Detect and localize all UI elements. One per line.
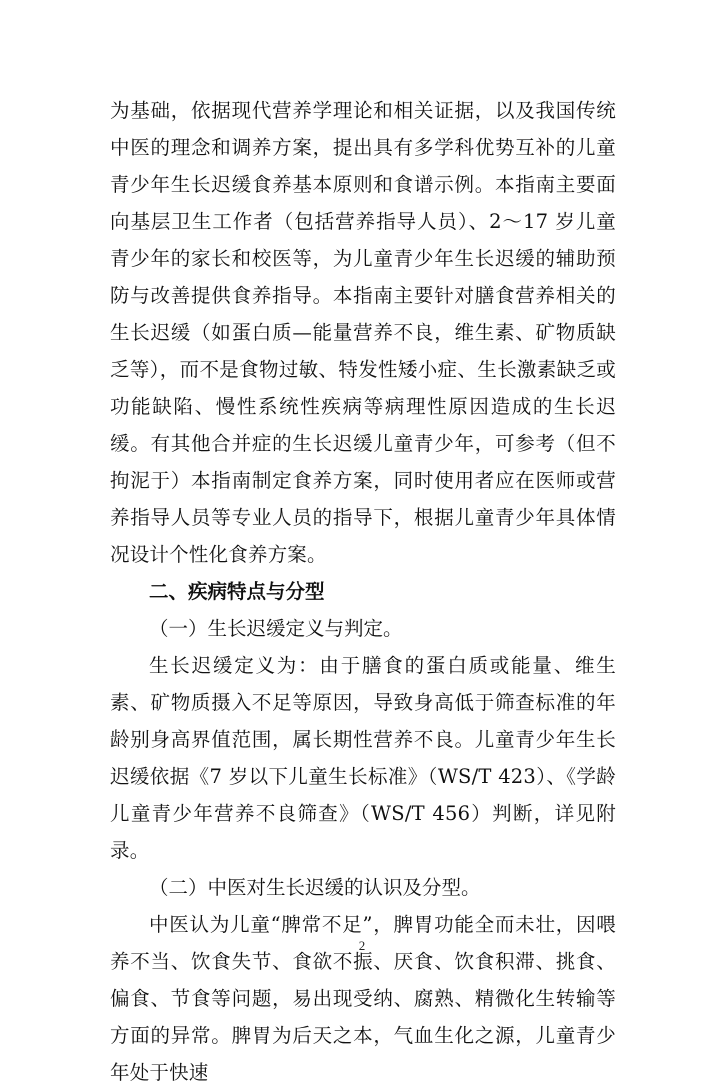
paragraph-intro-continued: 为基础，依据现代营养学理论和相关证据，以及我国传统中医的理念和调养方案，提出具有多学科优势互补的儿童青少年生长迟缓食养基本原则和食谱示例。本指南主要面向基层卫生工作者（包括营养指导人员）、2～17 岁儿童青少年的家长和校医等，为儿童青少年生长迟缓的辅助预防与改善提供食养指导。本指南主要针对膳食营养相关的生长迟缓（如蛋白质—能量营养不良，维生素、矿物质缺乏等），而不是食物过敏、特发性矮小症、生长激素缺乏或功能缺陷、慢性系统性疾病等病理性原因造成的生长迟缓。有其他合并症的生长迟缓儿童青少年，可参考（但不拘泥于）本指南制定食养方案，同时使用者应在医师或营养指导人员等专业人员的指导下，根据儿童青少年具体情况设计个性化食养方案。 — [110, 99, 616, 566]
subsection-heading-tcm: （二）中医对生长迟缓的认识及分型。 — [149, 876, 481, 899]
paragraph-tcm: 中医认为儿童“脾常不足”，脾胃功能全而未壮，因喂养不当、饮食失节、食欲不振、厌食、饮食积滞、挑食、偏食、节食等问题，易出现受纳、腐熟、精微化生转输等方面的异常。脾胃为后天之本，气血生化之源，儿童青少年处于快速 — [110, 913, 616, 1084]
section-heading-disease-features: 二、疾病特点与分型 — [149, 580, 325, 603]
subsection-heading-definition: （一）生长迟缓定义与判定。 — [149, 617, 403, 640]
page-number: 2 — [358, 938, 366, 953]
paragraph-definition: 生长迟缓定义为：由于膳食的蛋白质或能量、维生素、矿物质摄入不足等原因，导致身高低于筛查标准的年龄别身高界值范围，属长期性营养不良。儿童青少年生长迟缓依据《7 岁以下儿童生长标准》（WS/T 423）、《学龄儿童青少年营养不良筛查》（WS/T 456）判断，详见附录。 — [110, 654, 616, 862]
